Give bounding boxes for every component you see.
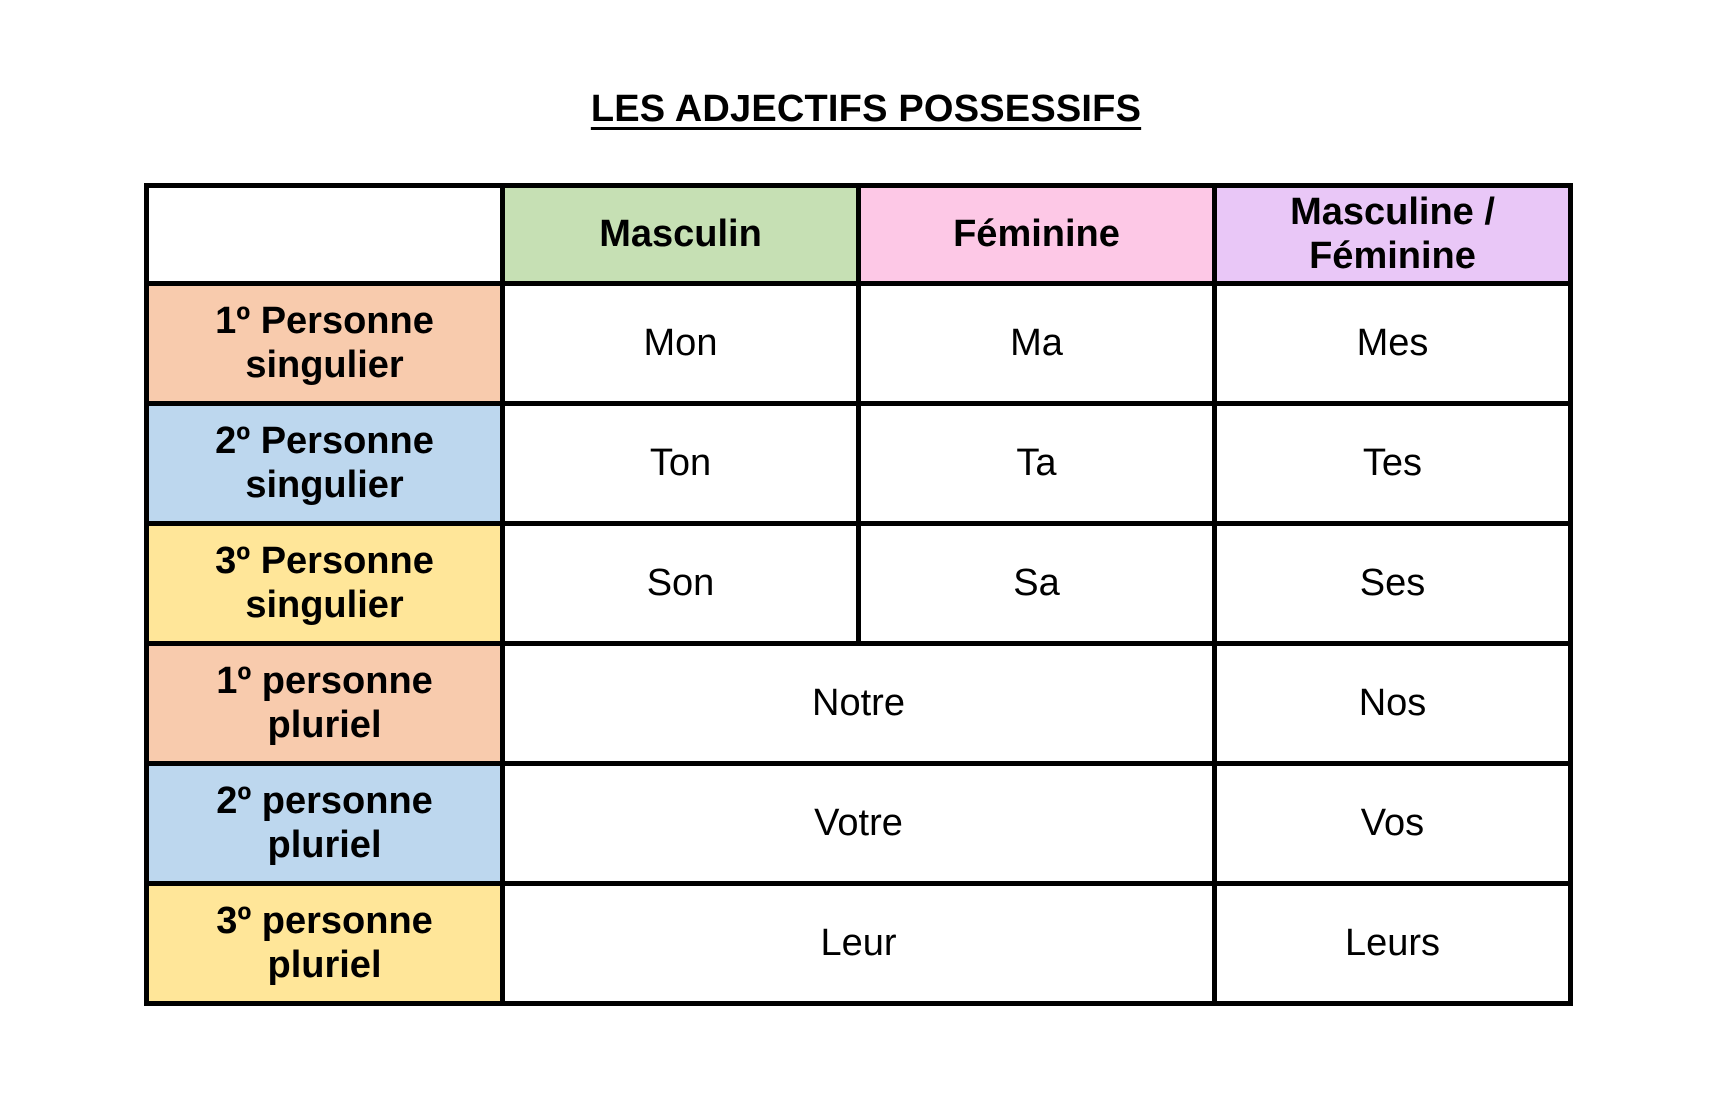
cell-plural: Mes	[1215, 284, 1571, 404]
row-header-line: singulier	[245, 583, 404, 626]
table-row	[147, 764, 1571, 884]
row-header-line: pluriel	[267, 703, 382, 746]
column-header-masculin: Masculin	[503, 186, 859, 284]
row-header-3rd-plural	[147, 884, 503, 1004]
header-row	[147, 186, 1571, 284]
cell-masculin: Son	[503, 524, 859, 644]
row-header-line: 3º personne	[216, 899, 433, 942]
table-row	[147, 524, 1571, 644]
row-header-1st-singular	[147, 284, 503, 404]
column-header-feminine: Féminine	[859, 186, 1215, 284]
row-header-line: 1º personne	[216, 659, 433, 702]
row-header-line: 2º Personne	[215, 419, 434, 462]
table-row	[147, 884, 1571, 1004]
page-title: LES ADJECTIFS POSSESSIFS	[590, 88, 1142, 130]
cell-plural: Nos	[1215, 644, 1571, 764]
row-header-line: pluriel	[267, 943, 382, 986]
row-header-2nd-plural	[147, 764, 503, 884]
row-header-line: 3º Personne	[215, 539, 434, 582]
row-header-line: 1º Personne	[215, 299, 434, 342]
table-row	[147, 284, 1571, 404]
cell-masculin: Ton	[503, 404, 859, 524]
row-header-line: singulier	[245, 343, 404, 386]
row-header-line: pluriel	[267, 823, 382, 866]
possessive-adjectives-table	[144, 183, 1573, 1006]
column-header-line: Féminine	[1309, 234, 1476, 277]
row-header-line: 2º personne	[216, 779, 433, 822]
table-row	[147, 404, 1571, 524]
row-header-2nd-singular	[147, 404, 503, 524]
cell-feminine: Ta	[859, 404, 1215, 524]
row-header-3rd-singular	[147, 524, 503, 644]
corner-cell	[147, 186, 503, 284]
cell-plural: Ses	[1215, 524, 1571, 644]
cell-singular-merged: Notre	[503, 644, 1215, 764]
cell-masculin: Mon	[503, 284, 859, 404]
row-header-line: singulier	[245, 463, 404, 506]
cell-feminine: Sa	[859, 524, 1215, 644]
cell-feminine: Ma	[859, 284, 1215, 404]
cell-plural: Vos	[1215, 764, 1571, 884]
column-header-masculine-feminine	[1215, 186, 1571, 284]
cell-singular-merged: Leur	[503, 884, 1215, 1004]
cell-plural: Leurs	[1215, 884, 1571, 1004]
row-header-1st-plural	[147, 644, 503, 764]
cell-plural: Tes	[1215, 404, 1571, 524]
table-row	[147, 644, 1571, 764]
cell-singular-merged: Votre	[503, 764, 1215, 884]
column-header-line: Masculine /	[1290, 190, 1495, 233]
